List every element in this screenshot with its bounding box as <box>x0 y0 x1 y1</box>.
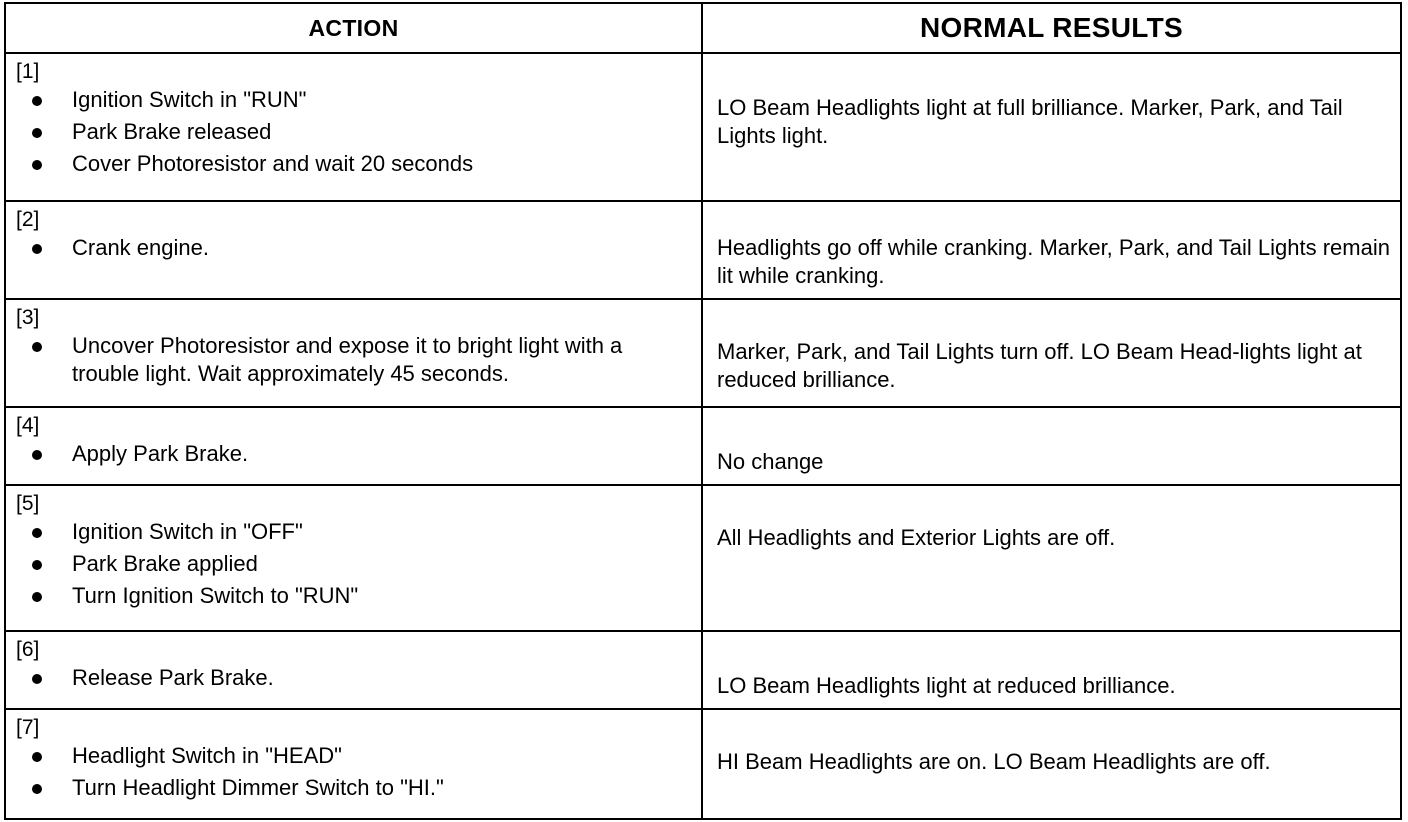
action-column-header: ACTION <box>5 3 702 53</box>
step-number: [5] <box>16 492 40 515</box>
action-list <box>6 664 701 692</box>
action-cell <box>5 631 702 709</box>
action-text: Headlight Switch in "HEAD" <box>72 743 342 768</box>
action-item <box>6 150 701 178</box>
action-item <box>6 234 701 262</box>
bullet-icon <box>32 96 42 106</box>
action-cell <box>5 709 702 819</box>
procedure-table <box>4 2 1402 820</box>
result-text: LO Beam Headlights light at reduced brilliance. <box>717 673 1176 698</box>
action-cell <box>5 485 702 631</box>
result-cell <box>702 53 1401 201</box>
bullet-icon <box>32 752 42 762</box>
bullet-icon <box>32 160 42 170</box>
bullet-icon <box>32 592 42 602</box>
action-item <box>6 440 701 468</box>
step-number: [7] <box>16 716 40 739</box>
action-text: Park Brake applied <box>72 551 258 576</box>
result-text: Marker, Park, and Tail Lights turn off. LO Beam Head-lights light at reduced brilliance. <box>717 339 1362 392</box>
action-text: Ignition Switch in "OFF" <box>72 519 303 544</box>
action-list <box>6 440 701 468</box>
step-number: [1] <box>16 60 40 83</box>
action-list <box>6 518 701 610</box>
table-row <box>5 709 1401 819</box>
result-cell <box>702 709 1401 819</box>
table-row <box>5 407 1401 485</box>
result-text: No change <box>717 449 824 474</box>
table-row <box>5 201 1401 299</box>
step-number: [6] <box>16 638 40 661</box>
bullet-icon <box>32 560 42 570</box>
action-text: Turn Headlight Dimmer Switch to "HI." <box>72 775 444 800</box>
bullet-icon <box>32 784 42 794</box>
action-item <box>6 518 701 546</box>
action-text: Ignition Switch in "RUN" <box>72 87 307 112</box>
action-list <box>6 86 701 178</box>
action-text: Apply Park Brake. <box>72 441 249 466</box>
action-item <box>6 550 701 578</box>
bullet-icon <box>32 128 42 138</box>
action-text: Release Park Brake. <box>72 665 274 690</box>
bullet-icon <box>32 450 42 460</box>
step-number: [2] <box>16 208 40 231</box>
table-row <box>5 299 1401 407</box>
bullet-icon <box>32 244 42 254</box>
result-text: All Headlights and Exterior Lights are off. <box>717 525 1116 550</box>
result-cell <box>702 201 1401 299</box>
action-item <box>6 742 701 770</box>
bullet-icon <box>32 342 42 352</box>
bullet-icon <box>32 674 42 684</box>
action-list <box>6 332 701 388</box>
result-text: HI Beam Headlights are on. LO Beam Headlights are off. <box>717 749 1271 774</box>
step-number: [4] <box>16 414 40 437</box>
results-column-header: NORMAL RESULTS <box>702 3 1401 53</box>
action-text: Park Brake released <box>72 119 272 144</box>
table-row <box>5 485 1401 631</box>
action-text: Uncover Photoresistor and expose it to bright light with a trouble light. Wait approximately 45 seconds. <box>72 333 623 386</box>
result-cell <box>702 299 1401 407</box>
result-cell <box>702 631 1401 709</box>
result-cell <box>702 485 1401 631</box>
table-header-row <box>5 3 1401 53</box>
action-cell <box>5 201 702 299</box>
action-cell <box>5 299 702 407</box>
action-item <box>6 118 701 146</box>
action-text: Crank engine. <box>72 235 209 260</box>
action-item <box>6 582 701 610</box>
action-list <box>6 742 701 802</box>
result-cell <box>702 407 1401 485</box>
result-text: Headlights go off while cranking. Marker, Park, and Tail Lights remain lit while cranking. <box>717 235 1390 288</box>
table-row <box>5 53 1401 201</box>
bullet-icon <box>32 528 42 538</box>
action-cell <box>5 407 702 485</box>
result-text: LO Beam Headlights light at full brilliance. Marker, Park, and Tail Lights light. <box>717 95 1343 148</box>
action-item <box>6 664 701 692</box>
action-item <box>6 86 701 114</box>
action-item <box>6 774 701 802</box>
table-row <box>5 631 1401 709</box>
step-number: [3] <box>16 306 40 329</box>
action-list <box>6 234 701 262</box>
action-item <box>6 332 701 388</box>
action-text: Cover Photoresistor and wait 20 seconds <box>72 151 474 176</box>
action-text: Turn Ignition Switch to "RUN" <box>72 583 359 608</box>
action-cell <box>5 53 702 201</box>
